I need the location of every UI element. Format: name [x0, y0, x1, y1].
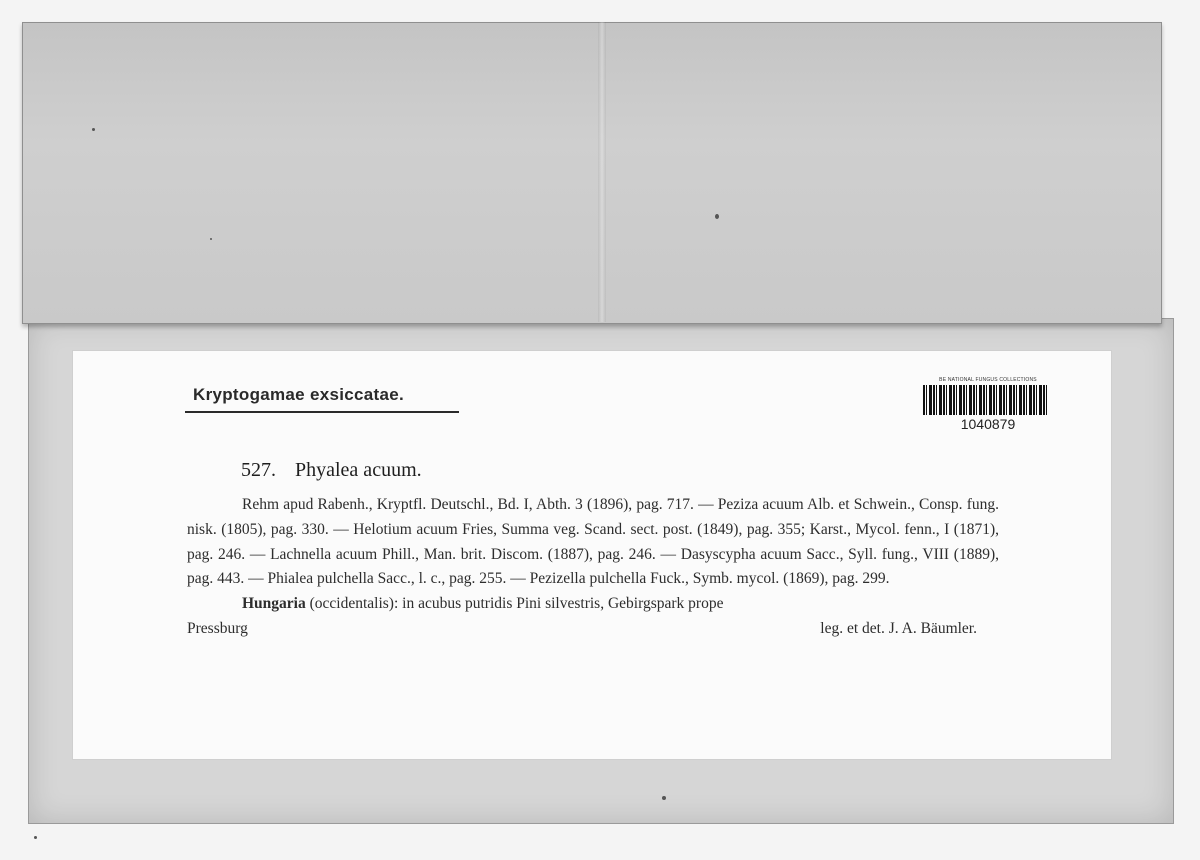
- species-heading: [241, 459, 422, 482]
- species-number: 527.: [241, 459, 276, 481]
- specimen-label: [72, 350, 1112, 760]
- series-title: Kryptogamae exsiccatae.: [193, 385, 405, 404]
- barcode-caption: BE NATIONAL FUNGUS COLLECTIONS: [939, 377, 1037, 383]
- locality-place: Pressburg: [187, 619, 248, 637]
- locality-country: Hungaria: [242, 595, 306, 613]
- citation-block: [187, 493, 999, 642]
- locality-line-2: [187, 617, 999, 642]
- speck: [715, 214, 719, 219]
- barcode: [923, 377, 1053, 437]
- citation-text: Rehm apud Rabenh., Kryptfl. Deutschl., Bd. I, Abth. 3 (1896), pag. 717. — Peziza acuum Alb. et Schwein., Consp. fung. nisk. (1805), pag. 330. — Helotium acuum Fries, Summa veg. Scand. sect. post. (1849), pag. 355; Karst., Mycol. fenn., I (1871), pag. 246. — Lachnella acuum Phill., Man. brit. Discom. (1887), pag. 246. — Dasyscypha acuum Sacc., Syll. fung., VIII (1889), pag. 443. — Phialea pulchella Sacc., l. c., pag. 255. — Pezizella pulchella Fuck., Symb. mycol. (1869), pag. 299.: [187, 496, 999, 588]
- barcode-number: 1040879: [960, 416, 1016, 432]
- collector: leg. et det. J. A. Bäumler.: [820, 619, 977, 637]
- packet-flap: [22, 22, 1162, 324]
- locality-line: [187, 592, 999, 617]
- barcode-bars: [923, 385, 1049, 415]
- speck: [92, 128, 95, 131]
- species-name: Phyalea acuum.: [295, 459, 422, 481]
- packet-fold-crease: [598, 22, 606, 322]
- title-underline: [185, 411, 459, 413]
- speck: [662, 796, 666, 800]
- locality-text: (occidentalis): in acubus putridis Pini silvestris, Gebirgspark prope: [309, 595, 724, 613]
- speck: [34, 836, 37, 839]
- speck: [210, 238, 212, 240]
